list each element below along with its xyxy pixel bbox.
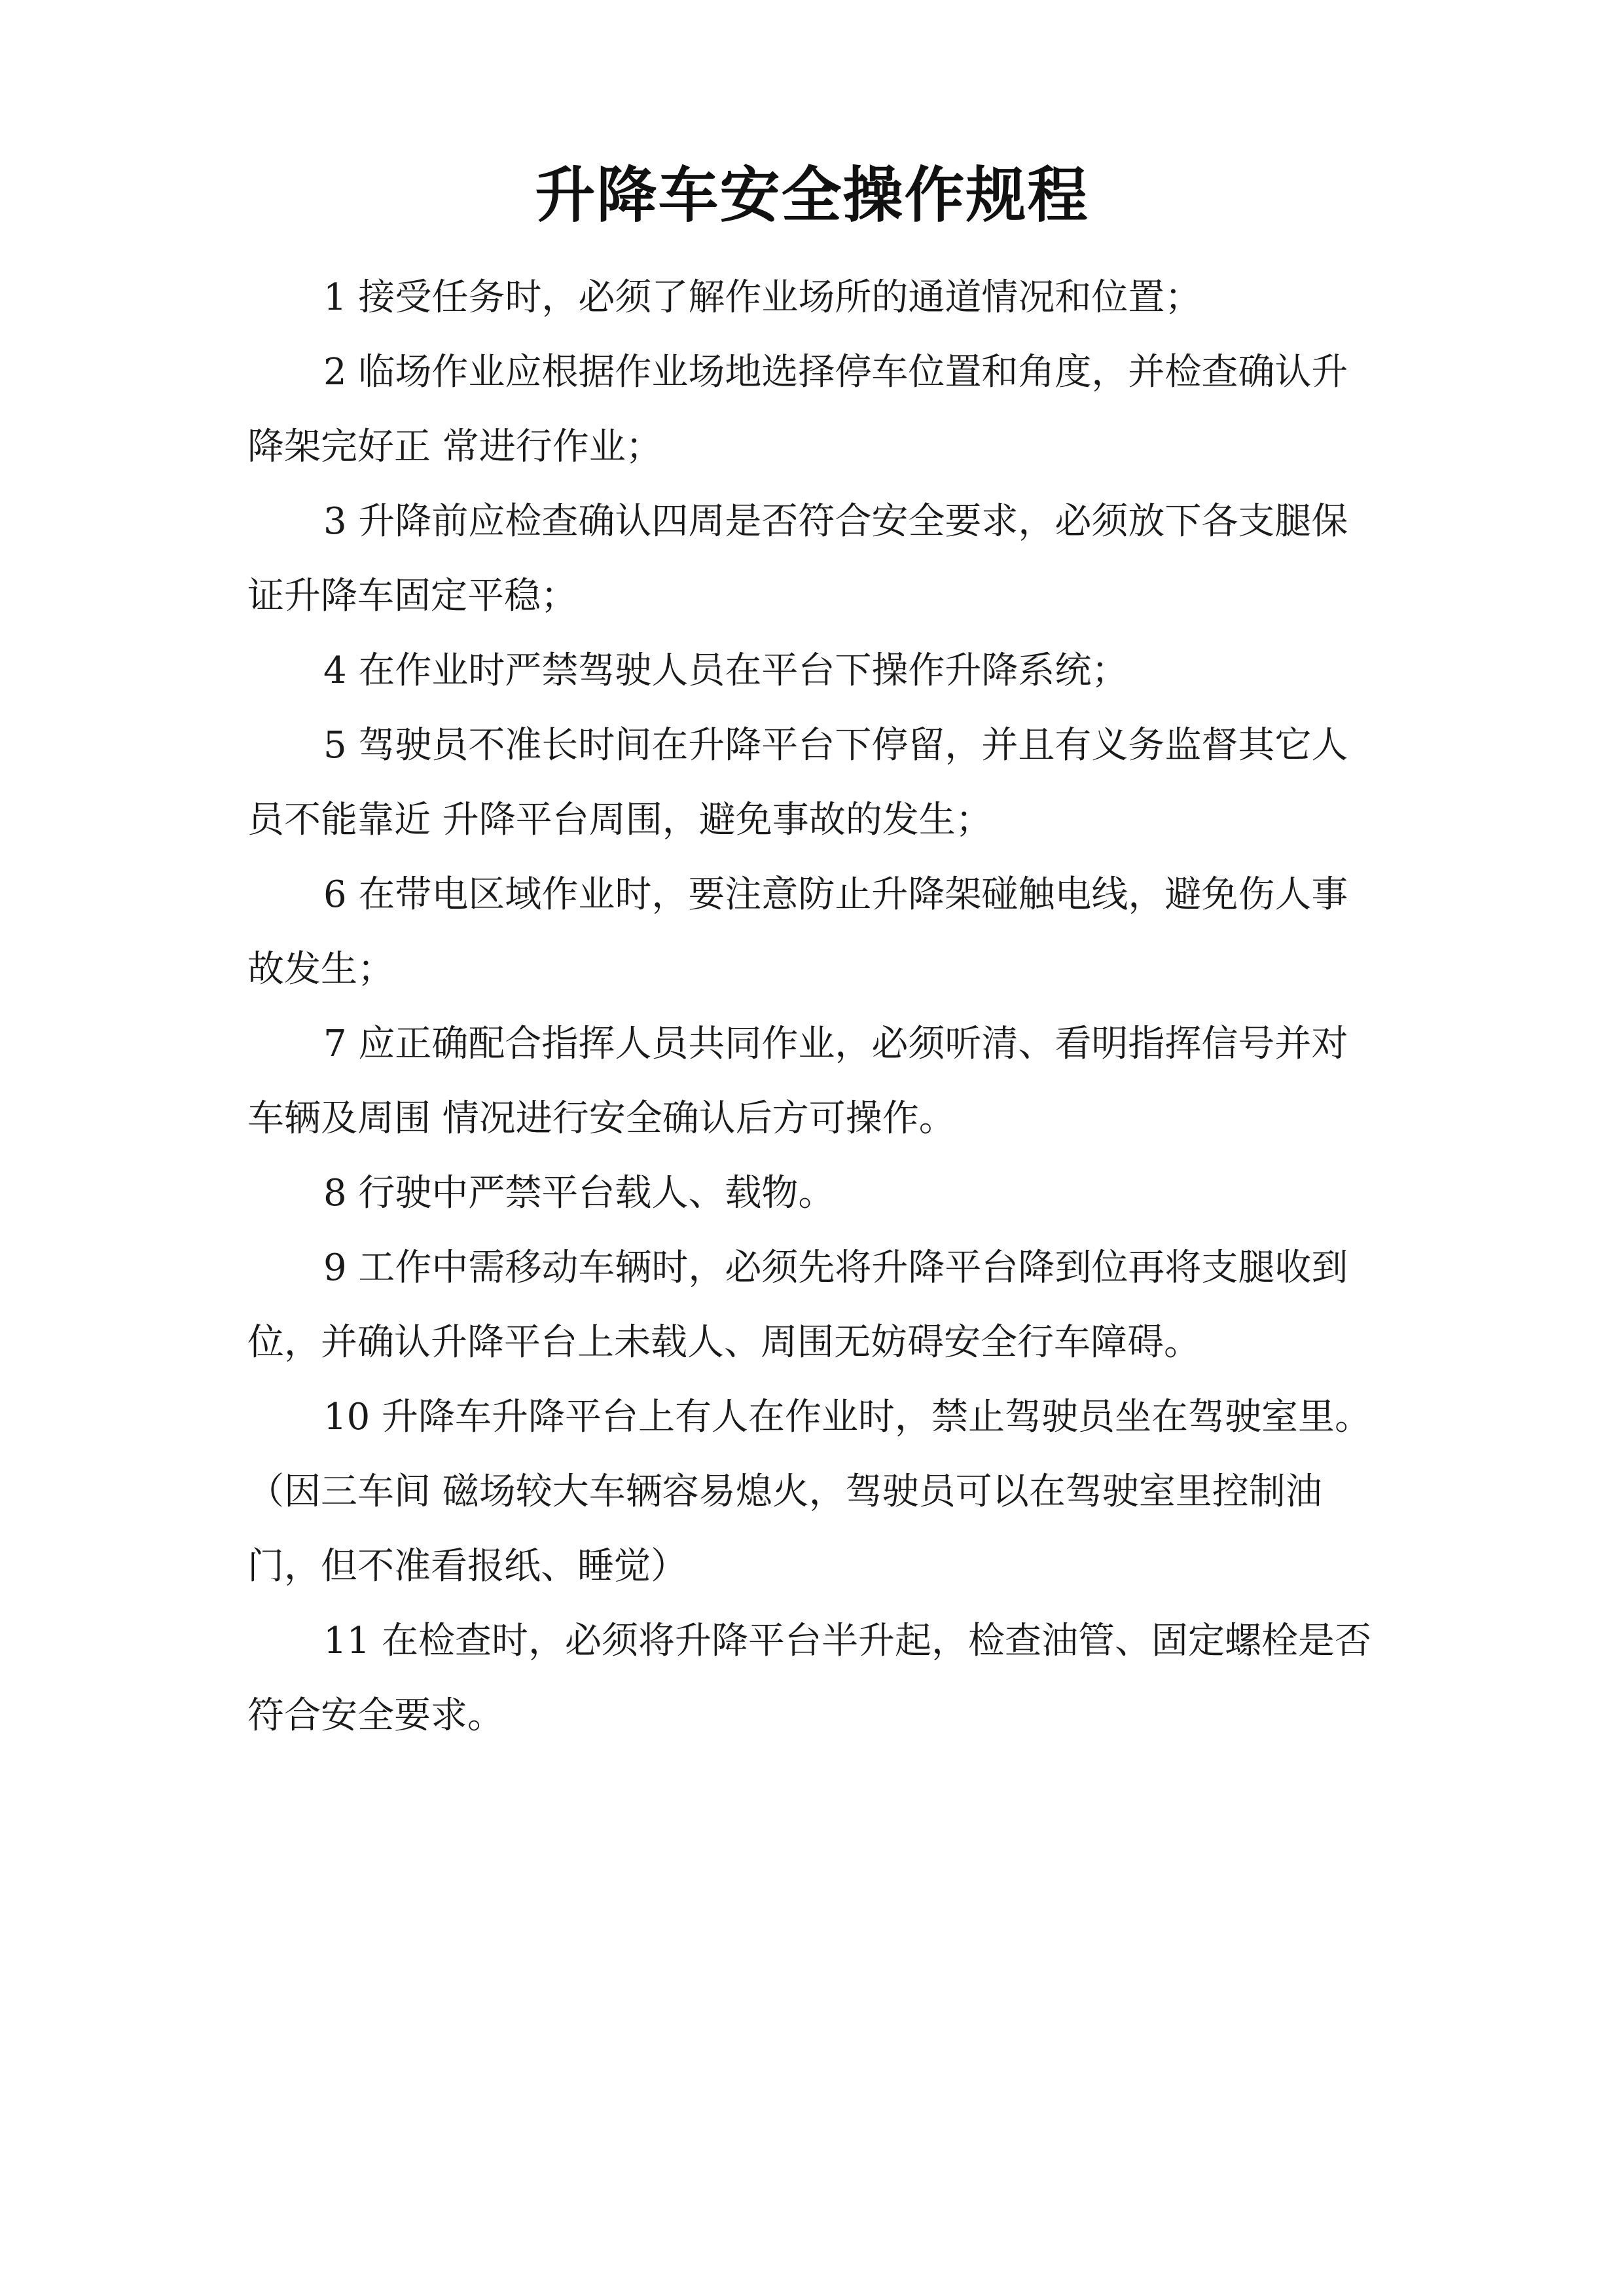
clause-1: 1 接受任务时，必须了解作业场所的通道情况和位置； — [323, 276, 1202, 319]
clause-2: 2 临场作业应根据作业场地选择停车位置和角度，并检查确认升降架完好正 常进行作业； — [247, 351, 1348, 468]
clause-5: 5 驾驶员不准长时间在升降平台下停留，并且有义务监督其它人员不能靠近 升降平台周围，避免事故的发生； — [247, 724, 1348, 841]
document-body — [247, 261, 1380, 1753]
clause-8: 8 行驶中严禁平台载人、载物。 — [323, 1172, 835, 1214]
clause-7: 7 应正确配合指挥人员共同作业，必须听清、看明指挥信号并对车辆及周围 情况进行安全确认后方可操作。 — [247, 1023, 1348, 1140]
clause-4: 4 在作业时严禁驾驶人员在平台下操作升降系统； — [323, 649, 1128, 692]
clause-11: 11 在检查时，必须将升降平台半升起，检查油管、固定螺栓是否符合安全要求。 — [247, 1620, 1372, 1737]
clause-3: 3 升降前应检查确认四周是否符合安全要求，必须放下各支腿保证升降车固定平稳； — [247, 500, 1348, 617]
clause-6: 6 在带电区域作业时，要注意防止升降架碰触电线，避免伤人事故发生； — [247, 873, 1348, 991]
document-title: 升降车安全操作规程 — [535, 160, 1089, 230]
clause-9: 9 工作中需移动车辆时，必须先将升降平台降到位再将支腿收到位，并确认升降平台上未载人、周围无妨碍安全行车障碍。 — [247, 1247, 1348, 1364]
clause-10: 10 升降车升降平台上有人在作业时，禁止驾驶员坐在驾驶室里。（因三车间 磁场较大车辆容易熄火，驾驶员可以在驾驶室里控制油门，但不准看报纸、睡觉） — [247, 1396, 1372, 1588]
